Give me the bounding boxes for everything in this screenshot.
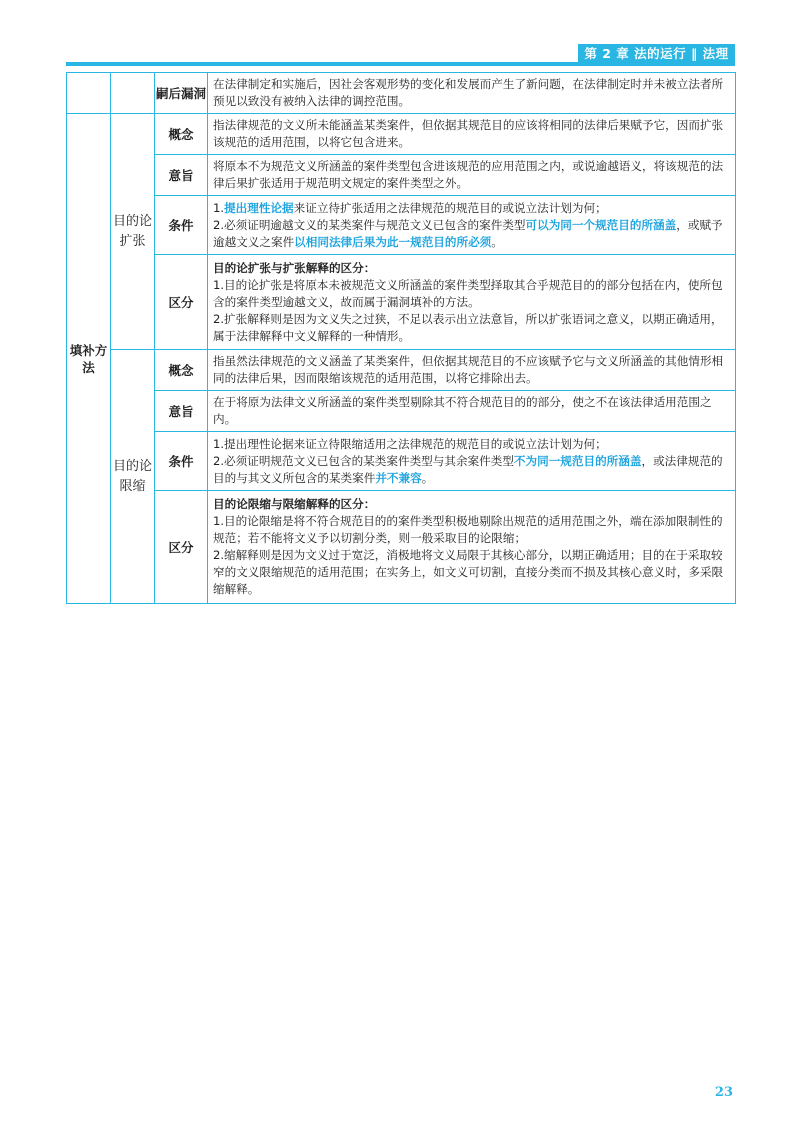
row-text: 在法律制定和实施后，因社会客观形势的变化和发展而产生了新问题，在法律制定时并未被立法者所预见以致没有被纳入法律的调控范围。 — [208, 73, 736, 114]
row-label: 意旨 — [155, 391, 208, 432]
method-restrict-title: 目的论限缩 — [111, 350, 155, 604]
table-row — [67, 391, 736, 432]
highlight-text: 提出理性论据 — [224, 200, 294, 215]
row-text: 指虽然法律规范的文义涵盖了某类案件，但依据其规范目的不应该赋予它与文义所涵盖的其他情形相同的法律后果，因而限缩该规范的适用范围，以将它排除出去。 — [208, 350, 736, 391]
table-row — [67, 196, 736, 255]
row-text: 1.提出理性论据来证立待限缩适用之法律规范的规范目的或说立法计划为何； 2.必须证明规范文义已包含的某类案件类型与其余案件类型不为同一规范目的所涵盖，或法律规范的目的与其文义所包含的某类案件并不兼容。 — [208, 432, 736, 491]
row-text: 目的论扩张与扩张解释的区分： 1.目的论扩张是将原本未被规范文义所涵盖的案件类型择取其合乎规范目的的部分包括在内，使所包含的案件类型逾越文义，故而属于漏洞填补的方法。 2.扩张解释则是因为文义失之过狭，不足以表示出立法意旨，所以扩张语词之意义，以期正确适用，属于法律解释中文义解释的一种情形。 — [208, 255, 736, 350]
table-row — [67, 350, 736, 391]
row-label: 意旨 — [155, 155, 208, 196]
row-label: 概念 — [155, 114, 208, 155]
highlight-text: 并不兼容 — [375, 470, 422, 485]
table-row — [67, 73, 736, 114]
table-row — [67, 114, 736, 155]
row-label: 区分 — [155, 255, 208, 350]
row-text: 1.提出理性论据来证立待扩张适用之法律规范的规范目的或说立法计划为何； 2.必须证明逾越文义的某类案件与规范文义已包含的案件类型可以为同一个规范目的所涵盖，或赋予逾越文义之案件以相同法律后果为此一规范目的所必须。 — [208, 196, 736, 255]
row-label: 条件 — [155, 196, 208, 255]
empty-cell — [111, 73, 155, 114]
table-row — [67, 155, 736, 196]
row-label: 嗣后漏洞 — [155, 73, 208, 114]
content-table — [66, 72, 736, 604]
chapter-header: 第 2 章 法的运行 ‖ 法理 — [578, 44, 735, 64]
table-row — [67, 255, 736, 350]
method-expand-title: 目的论扩张 — [111, 114, 155, 350]
header-rule — [66, 62, 735, 66]
table-row — [67, 491, 736, 604]
highlight-text: 可以为同一个规范目的所涵盖 — [525, 217, 677, 232]
row-text: 指法律规范的文义所未能涵盖某类案件，但依据其规范目的应该将相同的法律后果赋予它，因而扩张该规范的适用范围，以将它包含进来。 — [208, 114, 736, 155]
row-label: 概念 — [155, 350, 208, 391]
row-label: 区分 — [155, 491, 208, 604]
diff-title: 目的论限缩与限缩解释的区分： — [213, 497, 376, 511]
highlight-text: 以相同法律后果为此一规范目的所必须 — [294, 234, 492, 249]
diff-title: 目的论扩张与扩张解释的区分： — [213, 260, 376, 275]
row-text: 目的论限缩与限缩解释的区分： 1.目的论限缩是将不符合规范目的的案件类型积极地剔除出规范的适用范围之外，端在添加限制性的规范；若不能将文义予以切割分类，则一般采取目的论限缩； 2.缩解释则是因为文义过于宽泛，消极地将文义局限于其核心部分，以期正确适用；目的在于采取较窄的文义限缩规范的适用范围；在实务上，如文义可切割，直接分类而不损及其核心意义时，多采限缩解释。 — [208, 491, 736, 604]
row-text: 在于将原为法律文义所涵盖的案件类型剔除其不符合规范目的的部分，使之不在该法律适用范围之内。 — [208, 391, 736, 432]
row-text: 将原本不为规范文义所涵盖的案件类型包含进该规范的应用范围之内，或说逾越语义，将该规范的法律后果扩张适用于规范明文规定的案件类型之外。 — [208, 155, 736, 196]
empty-cell — [67, 73, 111, 114]
highlight-text: 不为同一规范目的所涵盖 — [513, 453, 642, 468]
table-row — [67, 432, 736, 491]
group-label: 填补方法 — [67, 114, 111, 604]
row-label: 条件 — [155, 432, 208, 491]
page-number: 23 — [714, 1085, 733, 1100]
